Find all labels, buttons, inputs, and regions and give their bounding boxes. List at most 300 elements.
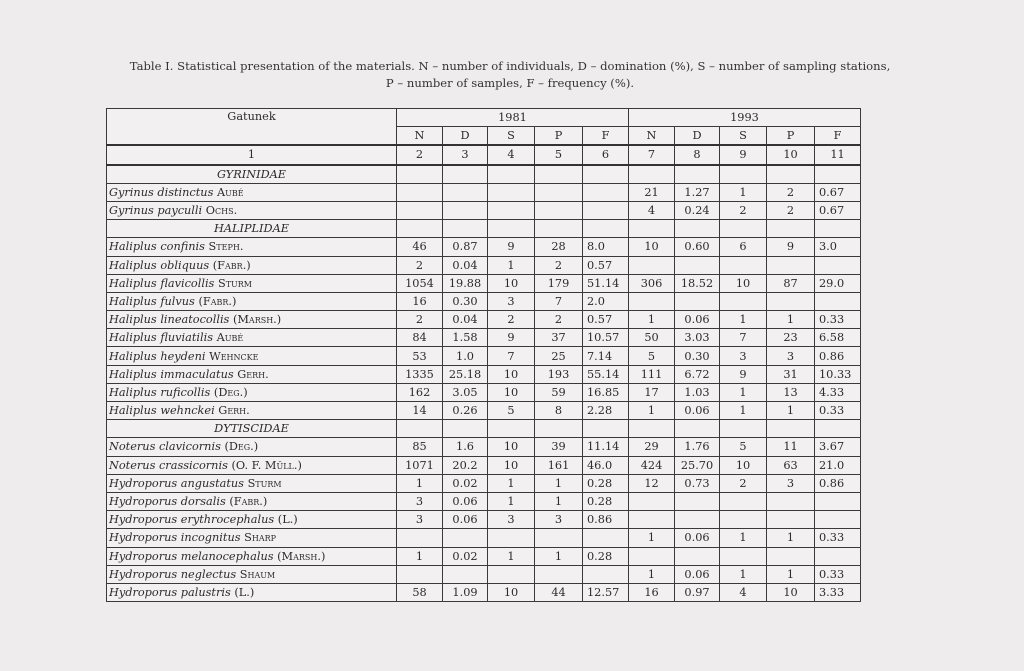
empty-cell bbox=[629, 165, 675, 184]
value-cell: 28 bbox=[535, 238, 583, 256]
value-cell: 0.06 bbox=[675, 565, 720, 583]
statistics-table-wrapper bbox=[106, 108, 861, 602]
table-row bbox=[107, 365, 861, 383]
species-genus: Haliplus lineatocollis bbox=[109, 313, 230, 327]
value-cell: 37 bbox=[535, 329, 583, 347]
empty-cell bbox=[720, 420, 767, 438]
table-row bbox=[107, 292, 861, 310]
value-cell: 13 bbox=[767, 383, 815, 401]
species-genus: Haliplus ruficollis bbox=[109, 385, 211, 399]
value-cell: 1 bbox=[767, 402, 815, 420]
value-cell bbox=[675, 511, 720, 529]
value-cell: 10 bbox=[629, 238, 675, 256]
value-cell bbox=[629, 547, 675, 565]
empty-cell bbox=[488, 165, 535, 184]
species-genus: Hydroporus angustatus bbox=[109, 476, 244, 490]
table-row bbox=[107, 474, 861, 492]
species-author: (L.) bbox=[277, 513, 298, 527]
value-cell: 9 bbox=[488, 238, 535, 256]
value-cell: 10 bbox=[767, 583, 815, 601]
value-cell bbox=[397, 529, 443, 547]
value-cell: 1 bbox=[767, 529, 815, 547]
value-cell bbox=[397, 201, 443, 219]
species-genus: Haliplus immaculatus bbox=[109, 367, 234, 381]
value-cell bbox=[675, 292, 720, 310]
value-cell bbox=[488, 529, 535, 547]
value-cell: 19.88 bbox=[443, 274, 488, 292]
table-row bbox=[107, 256, 861, 274]
value-cell bbox=[535, 529, 583, 547]
species-author: (Deg.) bbox=[224, 440, 259, 454]
value-cell bbox=[443, 565, 488, 583]
value-cell: 10 bbox=[488, 456, 535, 474]
value-cell: 10.57 bbox=[583, 329, 629, 347]
species-genus: Hydroporus melanocephalus bbox=[109, 549, 274, 563]
header-col: N bbox=[397, 127, 443, 146]
value-cell bbox=[535, 183, 583, 201]
species-genus: Haliplus wehnckei bbox=[109, 404, 215, 418]
table-caption bbox=[100, 58, 920, 92]
value-cell: 17 bbox=[629, 383, 675, 401]
value-cell: 3 bbox=[397, 511, 443, 529]
value-cell: 9 bbox=[720, 365, 767, 383]
value-cell: 1 bbox=[488, 256, 535, 274]
value-cell: 1071 bbox=[397, 456, 443, 474]
header-taxon: Gatunek bbox=[107, 109, 397, 146]
family-name: GYRINIDAE bbox=[107, 165, 397, 184]
value-cell: 14 bbox=[397, 402, 443, 420]
empty-cell bbox=[583, 165, 629, 184]
value-cell: 0.02 bbox=[443, 547, 488, 565]
index-cell: 11 bbox=[815, 145, 861, 164]
value-cell bbox=[629, 256, 675, 274]
species-author: Aubé bbox=[216, 331, 244, 345]
family-row bbox=[107, 165, 861, 184]
value-cell: 23 bbox=[767, 329, 815, 347]
value-cell: 0.33 bbox=[815, 311, 861, 329]
value-cell: 2 bbox=[720, 474, 767, 492]
value-cell: 1.0 bbox=[443, 347, 488, 365]
value-cell bbox=[583, 183, 629, 201]
caption-line-2: P – number of samples, F – frequency (%). bbox=[385, 76, 635, 90]
value-cell: 0.57 bbox=[583, 256, 629, 274]
value-cell: 12.57 bbox=[583, 583, 629, 601]
value-cell: 0.06 bbox=[675, 529, 720, 547]
value-cell: 2.0 bbox=[583, 292, 629, 310]
empty-cell bbox=[488, 420, 535, 438]
value-cell: 46 bbox=[397, 238, 443, 256]
table-row bbox=[107, 547, 861, 565]
empty-cell bbox=[443, 165, 488, 184]
value-cell: 1 bbox=[535, 474, 583, 492]
value-cell bbox=[675, 492, 720, 510]
value-cell: 0.87 bbox=[443, 238, 488, 256]
value-cell: 8 bbox=[535, 402, 583, 420]
value-cell: 0.97 bbox=[675, 583, 720, 601]
value-cell: 29 bbox=[629, 438, 675, 456]
species-author: Sharp bbox=[244, 531, 277, 545]
value-cell: 10 bbox=[488, 583, 535, 601]
empty-cell bbox=[443, 420, 488, 438]
value-cell: 51.14 bbox=[583, 274, 629, 292]
value-cell: 2 bbox=[720, 201, 767, 219]
table-row bbox=[107, 492, 861, 510]
value-cell bbox=[443, 201, 488, 219]
index-cell: 10 bbox=[767, 145, 815, 164]
value-cell: 424 bbox=[629, 456, 675, 474]
value-cell: 1 bbox=[720, 311, 767, 329]
value-cell bbox=[488, 201, 535, 219]
value-cell: 7 bbox=[720, 329, 767, 347]
species-author: Aubé bbox=[216, 185, 244, 199]
value-cell: 3.33 bbox=[815, 583, 861, 601]
empty-cell bbox=[629, 220, 675, 238]
value-cell: 10 bbox=[488, 438, 535, 456]
empty-cell bbox=[720, 220, 767, 238]
value-cell bbox=[397, 565, 443, 583]
value-cell bbox=[720, 256, 767, 274]
species-name bbox=[107, 365, 397, 383]
value-cell: 0.60 bbox=[675, 238, 720, 256]
table-row bbox=[107, 383, 861, 401]
table-row bbox=[107, 438, 861, 456]
value-cell: 58 bbox=[397, 583, 443, 601]
table-row bbox=[107, 565, 861, 583]
empty-cell bbox=[397, 220, 443, 238]
value-cell: 1 bbox=[720, 402, 767, 420]
value-cell: 10 bbox=[720, 274, 767, 292]
value-cell: 7 bbox=[535, 292, 583, 310]
value-cell bbox=[720, 547, 767, 565]
value-cell: 0.06 bbox=[675, 402, 720, 420]
value-cell: 111 bbox=[629, 365, 675, 383]
empty-cell bbox=[767, 220, 815, 238]
value-cell: 0.06 bbox=[443, 511, 488, 529]
value-cell: 3.03 bbox=[675, 329, 720, 347]
value-cell: 3 bbox=[488, 292, 535, 310]
species-name bbox=[107, 256, 397, 274]
value-cell: 44 bbox=[535, 583, 583, 601]
species-name bbox=[107, 565, 397, 583]
value-cell: 0.86 bbox=[815, 474, 861, 492]
empty-cell bbox=[535, 220, 583, 238]
header-index-row bbox=[107, 145, 861, 164]
value-cell: 16 bbox=[397, 292, 443, 310]
species-genus: Haliplus confinis bbox=[109, 240, 205, 254]
value-cell: 0.24 bbox=[675, 201, 720, 219]
header-col: F bbox=[815, 127, 861, 146]
value-cell: 39 bbox=[535, 438, 583, 456]
value-cell: 179 bbox=[535, 274, 583, 292]
empty-cell bbox=[675, 220, 720, 238]
species-genus: Hydroporus dorsalis bbox=[109, 495, 226, 509]
value-cell: 1 bbox=[397, 547, 443, 565]
value-cell bbox=[583, 529, 629, 547]
value-cell: 1 bbox=[629, 529, 675, 547]
table-row bbox=[107, 583, 861, 601]
value-cell bbox=[488, 183, 535, 201]
value-cell: 0.33 bbox=[815, 565, 861, 583]
value-cell: 1 bbox=[488, 474, 535, 492]
species-name bbox=[107, 474, 397, 492]
table-row bbox=[107, 183, 861, 201]
empty-cell bbox=[488, 220, 535, 238]
value-cell bbox=[767, 547, 815, 565]
value-cell: 10 bbox=[488, 274, 535, 292]
value-cell: 55.14 bbox=[583, 365, 629, 383]
empty-cell bbox=[675, 165, 720, 184]
empty-cell bbox=[629, 420, 675, 438]
value-cell: 3.05 bbox=[443, 383, 488, 401]
value-cell: 2 bbox=[397, 311, 443, 329]
value-cell: 46.0 bbox=[583, 456, 629, 474]
value-cell bbox=[720, 511, 767, 529]
value-cell bbox=[767, 511, 815, 529]
species-name bbox=[107, 311, 397, 329]
value-cell: 84 bbox=[397, 329, 443, 347]
empty-cell bbox=[720, 165, 767, 184]
value-cell: 2.28 bbox=[583, 402, 629, 420]
value-cell bbox=[767, 292, 815, 310]
value-cell: 2 bbox=[535, 311, 583, 329]
value-cell: 8.0 bbox=[583, 238, 629, 256]
species-author: (Fabr.) bbox=[229, 495, 268, 509]
table-row bbox=[107, 311, 861, 329]
value-cell: 5 bbox=[488, 402, 535, 420]
value-cell: 0.04 bbox=[443, 311, 488, 329]
value-cell bbox=[583, 565, 629, 583]
table-header bbox=[107, 109, 861, 165]
value-cell: 1.27 bbox=[675, 183, 720, 201]
species-name bbox=[107, 183, 397, 201]
value-cell: 2 bbox=[535, 256, 583, 274]
family-row bbox=[107, 220, 861, 238]
value-cell bbox=[675, 547, 720, 565]
species-author: Sturm bbox=[217, 276, 252, 290]
species-author: (Deg.) bbox=[213, 385, 248, 399]
empty-cell bbox=[767, 420, 815, 438]
value-cell bbox=[535, 565, 583, 583]
index-cell: 9 bbox=[720, 145, 767, 164]
species-author: (Fabr.) bbox=[212, 258, 251, 272]
value-cell: 0.28 bbox=[583, 474, 629, 492]
value-cell: 16.85 bbox=[583, 383, 629, 401]
value-cell: 162 bbox=[397, 383, 443, 401]
value-cell: 1 bbox=[720, 565, 767, 583]
index-cell: 5 bbox=[535, 145, 583, 164]
value-cell: 1 bbox=[397, 474, 443, 492]
value-cell: 12 bbox=[629, 474, 675, 492]
table-row bbox=[107, 201, 861, 219]
value-cell: 0.04 bbox=[443, 256, 488, 274]
value-cell: 1.09 bbox=[443, 583, 488, 601]
value-cell: 0.33 bbox=[815, 529, 861, 547]
table-row bbox=[107, 238, 861, 256]
species-name bbox=[107, 347, 397, 365]
value-cell: 10 bbox=[488, 383, 535, 401]
species-author: Sturm bbox=[247, 476, 282, 490]
value-cell: 31 bbox=[767, 365, 815, 383]
table-body bbox=[107, 165, 861, 602]
value-cell: 25.70 bbox=[675, 456, 720, 474]
empty-cell bbox=[397, 420, 443, 438]
species-name bbox=[107, 274, 397, 292]
species-genus: Gyrinus distinctus bbox=[109, 185, 214, 199]
empty-cell bbox=[675, 420, 720, 438]
value-cell: 1.76 bbox=[675, 438, 720, 456]
empty-cell bbox=[815, 165, 861, 184]
value-cell: 306 bbox=[629, 274, 675, 292]
value-cell: 161 bbox=[535, 456, 583, 474]
species-author: Wehncke bbox=[209, 349, 259, 363]
index-cell: 4 bbox=[488, 145, 535, 164]
value-cell: 21 bbox=[629, 183, 675, 201]
value-cell bbox=[767, 492, 815, 510]
value-cell: 10 bbox=[720, 456, 767, 474]
species-genus: Haliplus obliquus bbox=[109, 258, 210, 272]
header-col: S bbox=[488, 127, 535, 146]
empty-cell bbox=[815, 420, 861, 438]
value-cell: 193 bbox=[535, 365, 583, 383]
index-cell: 6 bbox=[583, 145, 629, 164]
value-cell: 10.33 bbox=[815, 365, 861, 383]
value-cell: 4 bbox=[720, 583, 767, 601]
species-genus: Haliplus fluviatilis bbox=[109, 331, 214, 345]
value-cell: 50 bbox=[629, 329, 675, 347]
species-author: Shaum bbox=[239, 567, 276, 581]
species-name bbox=[107, 201, 397, 219]
species-genus: Hydroporus erythrocephalus bbox=[109, 513, 275, 527]
value-cell: 3.67 bbox=[815, 438, 861, 456]
value-cell bbox=[815, 256, 861, 274]
header-col: D bbox=[443, 127, 488, 146]
value-cell: 0.30 bbox=[443, 292, 488, 310]
value-cell: 20.2 bbox=[443, 456, 488, 474]
value-cell: 21.0 bbox=[815, 456, 861, 474]
species-author: (O. F. Müll.) bbox=[231, 458, 302, 472]
value-cell bbox=[583, 201, 629, 219]
value-cell: 1335 bbox=[397, 365, 443, 383]
value-cell: 25.18 bbox=[443, 365, 488, 383]
species-name bbox=[107, 292, 397, 310]
value-cell: 6 bbox=[720, 238, 767, 256]
value-cell: 11 bbox=[767, 438, 815, 456]
header-col: D bbox=[675, 127, 720, 146]
value-cell bbox=[675, 256, 720, 274]
value-cell bbox=[629, 511, 675, 529]
header-col: F bbox=[583, 127, 629, 146]
value-cell: 0.28 bbox=[583, 547, 629, 565]
family-name: DYTISCIDAE bbox=[107, 420, 397, 438]
value-cell: 85 bbox=[397, 438, 443, 456]
value-cell: 1 bbox=[535, 547, 583, 565]
value-cell: 11.14 bbox=[583, 438, 629, 456]
value-cell: 10 bbox=[488, 365, 535, 383]
table-row bbox=[107, 329, 861, 347]
value-cell: 3 bbox=[397, 492, 443, 510]
value-cell bbox=[629, 292, 675, 310]
value-cell: 2 bbox=[488, 311, 535, 329]
value-cell: 1 bbox=[535, 492, 583, 510]
value-cell: 16 bbox=[629, 583, 675, 601]
table-row bbox=[107, 511, 861, 529]
value-cell: 2 bbox=[767, 183, 815, 201]
species-genus: Noterus clavicornis bbox=[109, 440, 221, 454]
value-cell: 2 bbox=[767, 201, 815, 219]
value-cell: 1 bbox=[629, 402, 675, 420]
value-cell: 5 bbox=[629, 347, 675, 365]
value-cell: 0.06 bbox=[675, 311, 720, 329]
species-genus: Haliplus heydeni bbox=[109, 349, 206, 363]
value-cell: 3 bbox=[488, 511, 535, 529]
species-name bbox=[107, 402, 397, 420]
table-row bbox=[107, 529, 861, 547]
value-cell bbox=[720, 492, 767, 510]
value-cell: 0.73 bbox=[675, 474, 720, 492]
index-cell: 2 bbox=[397, 145, 443, 164]
table-row bbox=[107, 274, 861, 292]
empty-cell bbox=[583, 220, 629, 238]
value-cell bbox=[767, 256, 815, 274]
header-col: S bbox=[720, 127, 767, 146]
species-genus: Gyrinus payculli bbox=[109, 204, 203, 218]
value-cell: 1054 bbox=[397, 274, 443, 292]
value-cell: 0.02 bbox=[443, 474, 488, 492]
value-cell: 3 bbox=[767, 474, 815, 492]
species-genus: Hydroporus incognitus bbox=[109, 531, 241, 545]
value-cell: 0.30 bbox=[675, 347, 720, 365]
value-cell bbox=[488, 565, 535, 583]
caption-line-1: Table I. Statistical presentation of the materials. N – number of individuals, D – domination (%), S – number of sampling stations, bbox=[129, 59, 891, 73]
species-name bbox=[107, 547, 397, 565]
value-cell: 87 bbox=[767, 274, 815, 292]
value-cell bbox=[397, 183, 443, 201]
value-cell: 0.33 bbox=[815, 402, 861, 420]
species-name bbox=[107, 511, 397, 529]
value-cell: 53 bbox=[397, 347, 443, 365]
species-author: (L.) bbox=[234, 585, 255, 599]
table-row bbox=[107, 402, 861, 420]
species-genus: Haliplus fulvus bbox=[109, 294, 195, 308]
species-name bbox=[107, 529, 397, 547]
species-genus: Haliplus flavicollis bbox=[109, 276, 215, 290]
value-cell: 1.58 bbox=[443, 329, 488, 347]
statistics-table bbox=[106, 108, 861, 602]
value-cell: 0.06 bbox=[443, 492, 488, 510]
species-name bbox=[107, 329, 397, 347]
value-cell: 18.52 bbox=[675, 274, 720, 292]
value-cell: 1 bbox=[767, 311, 815, 329]
value-cell: 0.28 bbox=[583, 492, 629, 510]
value-cell: 1 bbox=[629, 311, 675, 329]
empty-cell bbox=[397, 165, 443, 184]
value-cell bbox=[443, 529, 488, 547]
species-name bbox=[107, 456, 397, 474]
empty-cell bbox=[815, 220, 861, 238]
value-cell: 1 bbox=[720, 383, 767, 401]
value-cell: 3 bbox=[767, 347, 815, 365]
value-cell bbox=[815, 511, 861, 529]
header-col: P bbox=[767, 127, 815, 146]
index-cell: 8 bbox=[675, 145, 720, 164]
value-cell bbox=[535, 201, 583, 219]
value-cell: 3 bbox=[720, 347, 767, 365]
species-name bbox=[107, 583, 397, 601]
species-author: (Marsh.) bbox=[277, 549, 326, 563]
species-author: Ochs. bbox=[205, 204, 238, 218]
value-cell: 63 bbox=[767, 456, 815, 474]
value-cell: 1 bbox=[488, 492, 535, 510]
